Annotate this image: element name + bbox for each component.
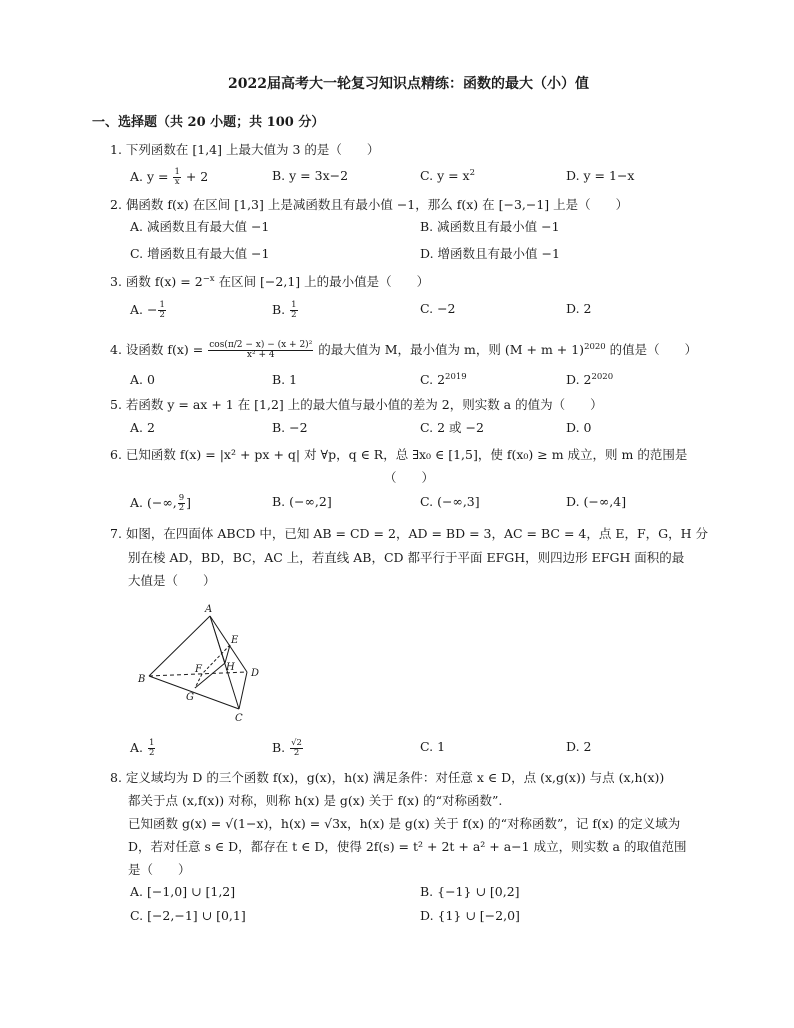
section-heading: 一、选择题（共 20 小题；共 100 分） bbox=[92, 115, 325, 130]
label-a: A bbox=[205, 604, 213, 615]
question-6-stem: 6. 已知函数 f(x) = |x² + px + q| 对 ∀p，q ∈ R，总 ∃x₀ ∈ [1,5]，使 f(x₀) ≥ m 成立，则 m 的范围是 bbox=[110, 447, 688, 462]
question-5-option-b[interactable]: B. −2 bbox=[272, 420, 308, 435]
label-f: F bbox=[195, 664, 202, 675]
question-5-option-c[interactable]: C. 2 或 −2 bbox=[420, 420, 484, 435]
question-2-option-b[interactable]: B. 减函数且有最小值 −1 bbox=[420, 219, 560, 234]
question-6-option-a[interactable]: A. (−∞, $\frac{9}{2}$ ] bbox=[130, 493, 192, 513]
question-3-option-c[interactable]: C. −2 bbox=[420, 301, 456, 316]
segment-he bbox=[225, 645, 230, 663]
question-1-option-b[interactable]: B. y = 3x−2 bbox=[272, 168, 349, 183]
question-5-option-a[interactable]: A. 2 bbox=[130, 420, 155, 435]
question-7-option-c[interactable]: C. 1 bbox=[420, 739, 446, 754]
question-1-stem: 1. 下列函数在 [1,4] 上最大值为 3 的是（ ） bbox=[110, 142, 380, 157]
question-6-option-b[interactable]: B. (−∞,2] bbox=[272, 494, 332, 509]
question-6-option-c[interactable]: C. (−∞,3] bbox=[420, 494, 480, 509]
question-6-paren: （ ） bbox=[384, 470, 435, 485]
edge-bc bbox=[149, 676, 239, 709]
segment-fg bbox=[195, 674, 202, 688]
label-g: G bbox=[186, 692, 194, 703]
question-7-line-1: 7. 如图，在四面体 ABCD 中，已知 AB = CD = 2，AD = BD = 3，AC = BC = 4，点 E，F，G，H 分 bbox=[110, 526, 708, 541]
question-4-stem: 4. 设函数 f(x) = $\frac{\text{cos(π/2 − x) − (x + 2)²}}{\text{x² + 4}}$ 的最大值为 M，最小值为 m，则 $(M + m + 1)^{2020}$ 的值是（ ） bbox=[110, 340, 698, 360]
question-8-line-1: 8. 定义域均为 D 的三个函数 f(x)，g(x)，h(x) 满足条件：对任意 x ∈ D，点 (x,g(x)) 与点 (x,h(x)) bbox=[110, 770, 665, 785]
question-7-option-a[interactable]: A. $\frac{1}{2}$ bbox=[130, 738, 155, 758]
question-5-stem: 5. 若函数 y = ax + 1 在 [1,2] 上的最大值与最小值的差为 2，则实数 a 的值为（ ） bbox=[110, 397, 603, 412]
question-4-option-a[interactable]: A. 0 bbox=[130, 372, 155, 387]
label-c: C bbox=[235, 713, 243, 724]
question-2-option-a[interactable]: A. 减函数且有最大值 −1 bbox=[130, 219, 270, 234]
question-8-option-b[interactable]: B. {−1} ∪ [0,2] bbox=[420, 884, 520, 899]
question-7-option-d[interactable]: D. 2 bbox=[566, 739, 592, 754]
question-7-line-2: 别在棱 AD，BD，BC，AC 上，若直线 AB，CD 都平行于平面 EFGH，则四边形 EFGH 面积的最 bbox=[128, 550, 685, 565]
question-8-option-a[interactable]: A. [−1,0] ∪ [1,2] bbox=[130, 884, 236, 899]
label-e: E bbox=[231, 635, 239, 646]
question-7-line-3: 大值是（ ） bbox=[128, 573, 216, 588]
question-3-stem: 3. 函数 $f(x) = 2^{-x}$ 在区间 [−2,1] 上的最小值是（ ） bbox=[110, 274, 430, 289]
tetrahedron-figure bbox=[135, 600, 270, 725]
label-b: B bbox=[138, 674, 146, 685]
label-d: D bbox=[251, 668, 260, 679]
question-4-option-b[interactable]: B. 1 bbox=[272, 372, 298, 387]
edge-cd bbox=[239, 672, 247, 709]
question-1-option-d[interactable]: D. y = 1−x bbox=[566, 168, 635, 183]
question-8-option-d[interactable]: D. {1} ∪ [−2,0] bbox=[420, 908, 520, 923]
question-4-option-d[interactable]: D. $2^{2020}$ bbox=[566, 372, 614, 387]
question-8-line-3: 已知函数 g(x) = √(1−x)，h(x) = √3x，h(x) 是 g(x) 关于 f(x) 的“对称函数”，记 f(x) 的定义域为 bbox=[128, 816, 681, 831]
question-3-option-a[interactable]: A. − $\frac{1}{2}$ bbox=[130, 300, 165, 320]
question-8-line-2: 都关于点 (x,f(x)) 对称，则称 h(x) 是 g(x) 关于 f(x) 的“对称函数”. bbox=[128, 793, 503, 808]
question-2-option-c[interactable]: C. 增函数且有最大值 −1 bbox=[130, 246, 270, 261]
question-3-option-b[interactable]: B. $\frac{1}{2}$ bbox=[272, 300, 297, 320]
question-7-option-b[interactable]: B. $\frac{√2}{2}$ bbox=[272, 738, 302, 758]
question-8-line-4: D，若对任意 s ∈ D，都存在 t ∈ D，使得 2f(s) = t² + 2t + a² + a−1 成立，则实数 a 的取值范围 bbox=[128, 839, 687, 854]
question-2-stem: 2. 偶函数 f(x) 在区间 [1,3] 上是减函数且有最小值 −1，那么 f(x) 在 [−3,−1] 上是（ ） bbox=[110, 197, 629, 212]
segment-ah bbox=[210, 616, 225, 663]
question-8-option-c[interactable]: C. [−2,−1] ∪ [0,1] bbox=[130, 908, 246, 923]
question-1-option-c[interactable]: C. $y = x^2$ bbox=[420, 168, 476, 183]
question-4-option-c[interactable]: C. $2^{2019}$ bbox=[420, 372, 467, 387]
question-5-option-d[interactable]: D. 0 bbox=[566, 420, 592, 435]
question-8-line-5: 是（ ） bbox=[128, 862, 191, 877]
question-3-option-d[interactable]: D. 2 bbox=[566, 301, 592, 316]
label-h: H bbox=[226, 662, 235, 673]
question-1-option-a[interactable]: A. y = $\frac{1}{x}$ + 2 bbox=[130, 167, 209, 187]
question-2-option-d[interactable]: D. 增函数且有最小值 −1 bbox=[420, 246, 560, 261]
page-title: 2022届高考大一轮复习知识点精练：函数的最大（小）值 bbox=[228, 76, 589, 92]
question-6-option-d[interactable]: D. (−∞,4] bbox=[566, 494, 627, 509]
